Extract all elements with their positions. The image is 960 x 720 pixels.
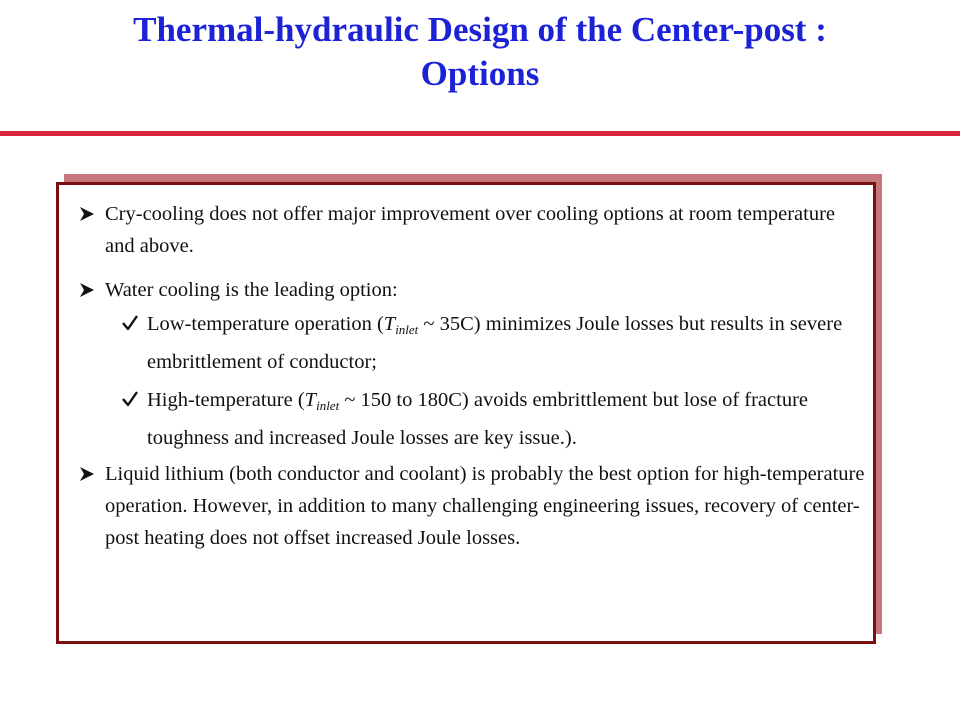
slide-title-line-2: Options <box>420 54 540 93</box>
slide-title-line-1: Thermal-hydraulic Design of the Center-post : <box>133 10 827 49</box>
subscript-inlet: inlet <box>316 398 340 413</box>
content-box <box>56 182 876 644</box>
arrow-bullet-icon <box>79 274 101 308</box>
slide-title <box>0 8 960 96</box>
arrow-bullet-icon <box>79 198 101 232</box>
bullet-list <box>79 198 869 554</box>
sub-bullet-item <box>79 384 869 454</box>
checkmark-icon <box>121 308 143 342</box>
bullet-item <box>79 274 869 306</box>
bullet-item <box>79 198 869 262</box>
bullet-item <box>79 458 869 554</box>
bullet-text: Liquid lithium (both conductor and coolant) is probably the best option for high-temperature operation. However, in addition to many challenging engineering issues, recovery of center-post heating does not offset increased Joule losses. <box>105 463 865 549</box>
sub-bullet-item <box>79 308 869 378</box>
sub-bullet-text-pre: Low-temperature operation ( <box>147 313 384 335</box>
checkmark-icon <box>121 384 143 418</box>
arrow-bullet-icon <box>79 458 101 492</box>
sub-bullet-text-post: ~ 35C) minimizes Joule losses but results in severe embrittlement of conductor; <box>147 313 843 373</box>
sub-bullet-text-pre: High-temperature ( <box>147 389 305 411</box>
bullet-text: Water cooling is the leading option: <box>105 279 398 301</box>
title-divider <box>0 131 960 136</box>
subscript-inlet: inlet <box>395 322 419 337</box>
bullet-text: Cry-cooling does not offer major improvement over cooling options at room temperature and above. <box>105 203 836 257</box>
variable-t: T <box>383 313 396 335</box>
variable-t: T <box>304 389 317 411</box>
sub-bullet-text-post: ~ 150 to 180C) avoids embrittlement but lose of fracture toughness and increased Joule losses are key issue.). <box>147 389 809 449</box>
